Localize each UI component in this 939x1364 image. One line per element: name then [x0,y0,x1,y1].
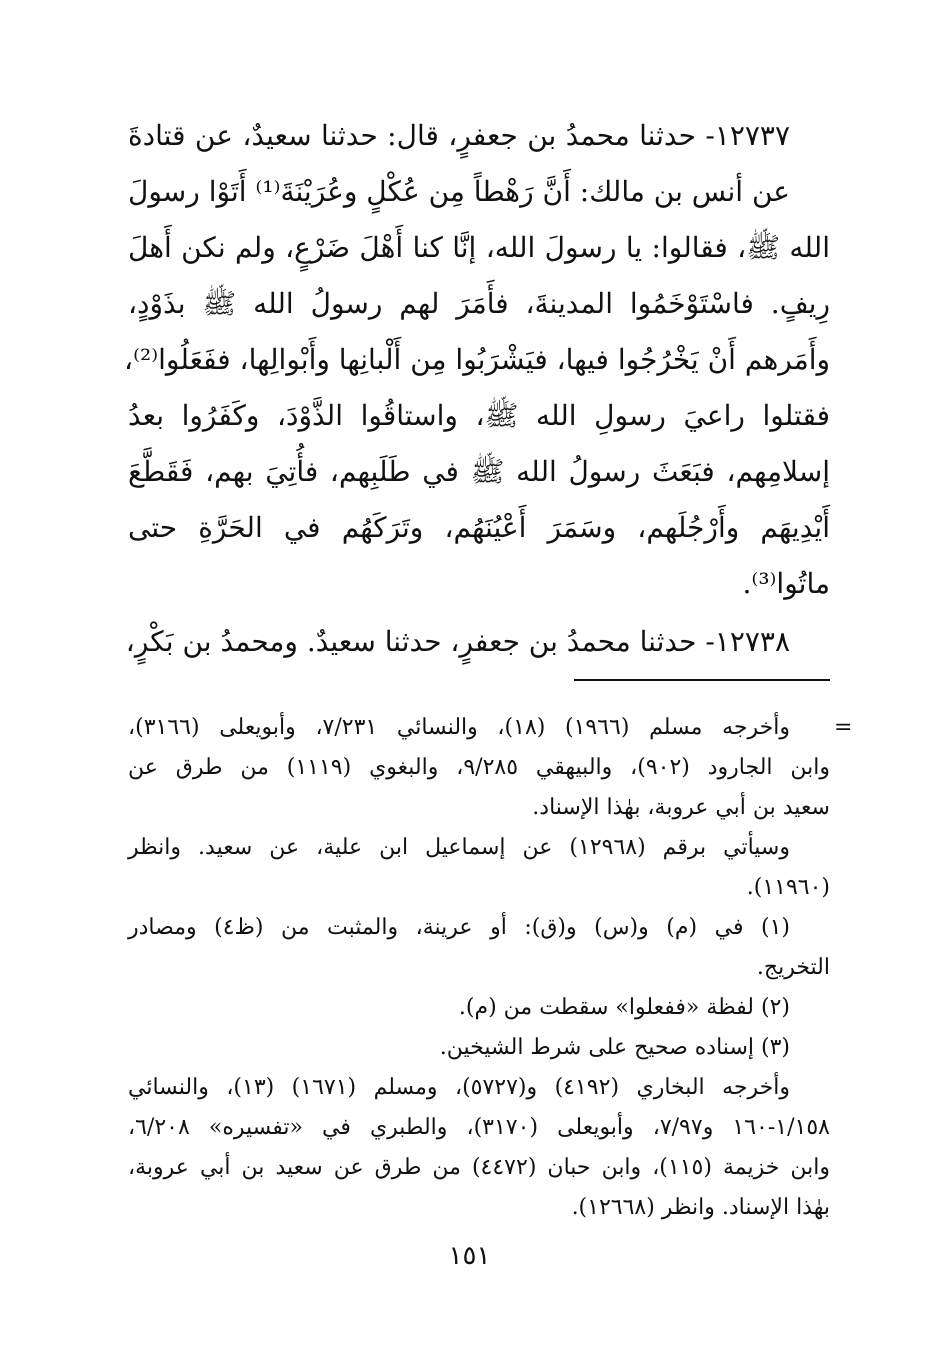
hadith-12737 [124,108,830,612]
footnote-line-2: وابن الجارود (٩٠٢)، والبيهقي ٩/٢٨٥، والبغوي (١١١٩) من طرق عن [128,755,830,780]
hadith-12737-line-8: أَيْدِيهَم وأَرْجُلَهم، وسَمَرَ أَعْيُنَهُم، وتَرَكَهُم في الحَرَّةِ حتى [128,511,830,544]
footnote-2: (٢) لفظة «ففعلوا» سقطت من (م). [458,995,790,1020]
hadith-12737-line-7: إسلامِهم، فبَعَثَ رسولُ الله ﷺ في طَلَبِهم، فأُتِيَ بهم، فَقَطَّعَ [128,455,830,488]
footnote-line-4: وسيأتي برقم (١٢٩٦٨) عن إسماعيل ابن علية، عن سعيد. وانظر [128,835,790,860]
hadith-12737-line-1: ١٢٧٣٧- حدثنا محمدُ بن جعفرٍ، قال: حدثنا سعيدٌ، عن قتادةَ [128,119,790,152]
footnote-line-3: سعيد بن أبي عروبة، بهٰذا الإسناد. [532,795,830,820]
footnote-3-line-4: وابن خزيمة (١١٥)، وابن حبان (٤٤٧٢) من طرق عن سعيد بن أبي عروبة، [128,1155,830,1180]
footnote-3: (٣) إسناده صحيح على شرط الشيخين. [439,1035,790,1060]
hadith-12737-line-2: عن أنس بن مالك: أَنَّ رَهْطاً مِن عُكْلٍ وعُرَيْنَةَ⁽¹⁾ أَتَوْا رسولَ [128,175,790,208]
footnote-continuation-mark: = [834,715,853,740]
hadith-12737-line-3: الله ﷺ، فقالوا: يا رسولَ الله، إنَّا كنا أَهْلَ ضَرْعٍ، ولم نكن أَهلَ [128,231,830,264]
footnote-1-line-2: التخريج. [756,955,830,980]
page-number: ١٥١ [448,1241,491,1271]
footnote-3-line-3: ١/١٥٨-١٦٠ و٧/٩٧، وأبويعلى (٣١٧٠)، والطبري في «تفسيره» ٦/٢٠٨، [128,1115,830,1140]
hadith-12737-line-4: رِيفٍ. فاسْتَوْخَمُوا المدينةَ، فأَمَرَ لهم رسولُ الله ﷺ بذَوْدٍ، [128,287,830,320]
footnote-3-line-2: وأخرجه البخاري (٤١٩٢) و(٥٧٢٧)، ومسلم (١٦٧١) (١٣)، والنسائي [128,1075,790,1100]
hadith-12738-line-1: ١٢٧٣٨- حدثنا محمدُ بن جعفرٍ، حدثنا سعيدٌ. ومحمدُ بن بَكْرٍ، [125,625,790,658]
hadith-12737-line-5: وأَمَرهم أَنْ يَخْرُجُوا فيها، فيَشْرَبُوا مِن أَلْبانِها وأَبْوالِها، ففَعَلُوا⁽²⁾، [124,343,830,376]
footnote-line-1: وأخرجه مسلم (١٩٦٦) (١٨)، والنسائي ٧/٢٣١، وأبويعلى (٣١٦٦)، [128,715,790,740]
footnote-3-line-5: بهٰذا الإسناد. وانظر (١٢٦٦٨). [571,1195,830,1220]
footnote-line-5: (١١٩٦٠). [746,875,830,900]
footnote-1-line-1: (١) في (م) و(س) و(ق): أو عرينة، والمثبت من (ظ٤) ومصادر [128,915,790,940]
hadith-12738 [125,614,830,670]
hadith-12737-line-6: فقتلوا راعيَ رسولِ الله ﷺ، واستاقُوا الذَّوْدَ، وكَفَرُوا بعدُ [128,399,830,432]
hadith-12737-line-9: ماتُوا⁽³⁾. [742,567,830,600]
footnote-separator [574,679,830,681]
footnotes [128,708,830,1228]
